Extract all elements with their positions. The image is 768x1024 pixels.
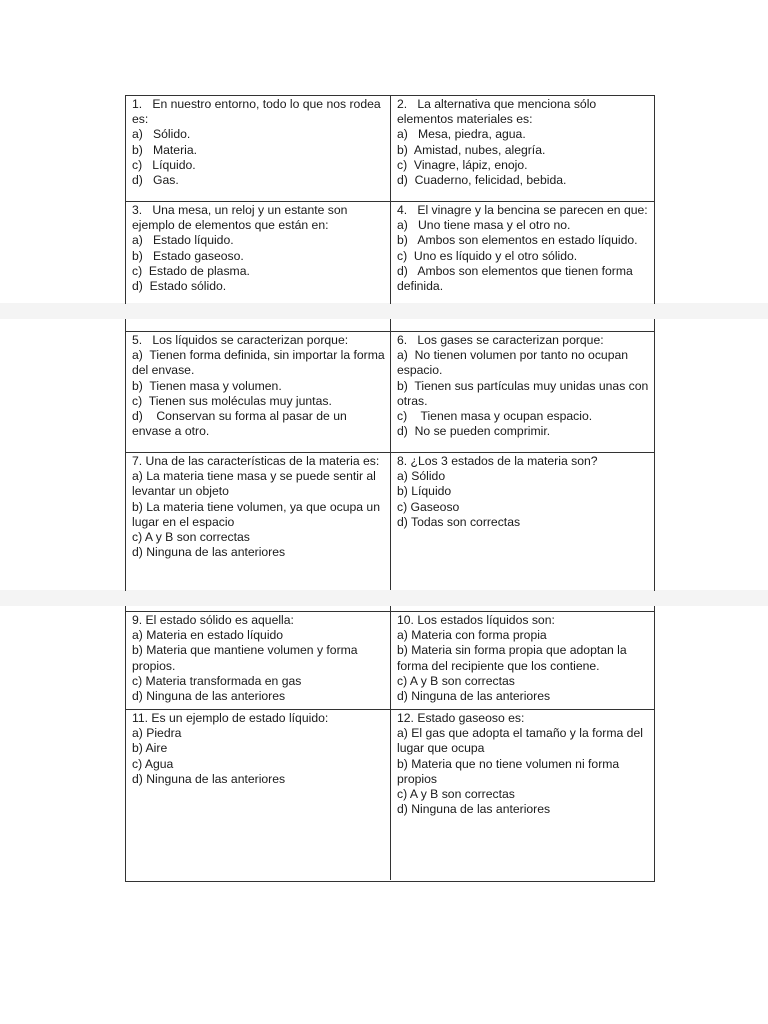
spacer-cell — [126, 319, 390, 331]
option-c: c) Vinagre, lápiz, enojo. — [397, 157, 528, 172]
option-a: a) Piedra — [132, 726, 182, 741]
question-title: 7. Una de las características de la materia es: — [132, 454, 380, 468]
option-b: b) Aire — [132, 741, 168, 756]
option-d: d) Todas son correctas — [397, 514, 521, 529]
option-a: a) Uno tiene masa y el otro no. — [397, 218, 571, 233]
option-a: a) Estado líquido. — [132, 233, 234, 248]
question-title: 2. La alternativa que menciona sólo elementos materiales es: — [397, 97, 600, 127]
question-8 — [390, 453, 654, 590]
question-6 — [390, 332, 654, 452]
option-d: d) Estado sólido. — [132, 279, 227, 294]
question-row — [126, 96, 654, 201]
option-b: b) Materia sin forma propia que adoptan la forma del recipiente que los contiene. — [397, 643, 631, 673]
option-a: a) Materia en estado líquido — [132, 628, 284, 643]
option-d: d) Ninguna de las anteriores — [132, 545, 286, 560]
question-row — [126, 709, 654, 880]
option-b: b) Amistad, nubes, alegría. — [397, 142, 546, 157]
option-b: b) Líquido — [397, 484, 452, 499]
spacer-cell — [390, 319, 654, 331]
question-title: 4. El vinagre y la bencina se parecen en que: — [397, 203, 648, 217]
question-title: 10. Los estados líquidos son: — [397, 613, 555, 627]
option-b: b) Tienen masa y volumen. — [132, 378, 282, 393]
option-a: a) La materia tiene masa y se puede sentir al levantar un objeto — [132, 469, 380, 499]
option-d: d) Gas. — [132, 173, 179, 188]
option-b: b) La materia tiene volumen, ya que ocupa un lugar en el espacio — [132, 499, 384, 529]
option-d: d) Ninguna de las anteriores — [397, 689, 551, 704]
option-d: d) Ninguna de las anteriores — [132, 771, 286, 786]
option-a: a) Mesa, piedra, agua. — [397, 127, 526, 142]
question-title: 8. ¿Los 3 estados de la materia son? — [397, 454, 598, 468]
question-row — [126, 606, 654, 611]
option-b: b) Materia. — [132, 142, 198, 157]
question-row — [126, 201, 654, 304]
question-block-2 — [125, 319, 655, 591]
question-title: 11. Es un ejemplo de estado líquido: — [132, 711, 329, 725]
option-b: b) Estado gaseoso. — [132, 248, 244, 263]
page-separator-1 — [0, 303, 768, 319]
question-10 — [390, 612, 654, 709]
option-a: a) No tienen volumen por tanto no ocupan espacio. — [397, 348, 632, 378]
question-block-3 — [125, 606, 655, 882]
option-b: b) Ambos son elementos en estado líquido. — [397, 233, 638, 248]
question-3 — [126, 202, 390, 304]
question-5 — [126, 332, 390, 452]
question-row — [126, 331, 654, 452]
question-2 — [390, 96, 654, 201]
question-row — [126, 452, 654, 590]
option-c: c) Uno es líquido y el otro sólido. — [397, 248, 578, 263]
option-c: c) A y B son correctas — [397, 787, 515, 802]
question-row — [126, 611, 654, 709]
option-a: a) Sólido. — [132, 127, 191, 142]
option-c: c) A y B son correctas — [397, 673, 515, 688]
option-c: c) Materia transformada en gas — [132, 673, 302, 688]
option-d: d) Ninguna de las anteriores — [397, 802, 551, 817]
question-4 — [390, 202, 654, 304]
question-1 — [126, 96, 390, 201]
spacer-cell — [126, 606, 390, 611]
option-c: c) Estado de plasma. — [132, 263, 250, 278]
question-7 — [126, 453, 390, 590]
question-title: 3. Una mesa, un reloj y un estante son ejemplo de elementos que están en: — [132, 203, 351, 233]
option-d: d) Conservan su forma al pasar de un envase a otro. — [132, 409, 351, 439]
option-b: b) Materia que mantiene volumen y forma propios. — [132, 643, 361, 673]
option-a: a) El gas que adopta el tamaño y la forma del lugar que ocupa — [397, 726, 647, 756]
question-title: 6. Los gases se caracterizan porque: — [397, 333, 604, 347]
question-row — [126, 319, 654, 331]
option-c: c) Líquido. — [132, 157, 196, 172]
question-11 — [126, 710, 390, 880]
question-title: 1. En nuestro entorno, todo lo que nos rodea es: — [132, 97, 385, 127]
option-a: a) Tienen forma definida, sin importar la forma del envase. — [132, 348, 389, 378]
option-c: c) Tienen sus moléculas muy juntas. — [132, 393, 332, 408]
question-9 — [126, 612, 390, 709]
spacer-cell — [390, 606, 654, 611]
option-c: c) Gaseoso — [397, 499, 460, 514]
option-a: a) Materia con forma propia — [397, 628, 547, 643]
option-b: b) Tienen sus partículas muy unidas unas con otras. — [397, 378, 652, 408]
question-title: 5. Los líquidos se caracterizan porque: — [132, 333, 349, 347]
question-title: 12. Estado gaseoso es: — [397, 711, 525, 725]
question-title: 9. El estado sólido es aquella: — [132, 613, 294, 627]
question-12 — [390, 710, 654, 880]
page-separator-2 — [0, 590, 768, 606]
option-d: d) Cuaderno, felicidad, bebida. — [397, 173, 567, 188]
option-c: c) Agua — [132, 756, 174, 771]
option-c: c) A y B son correctas — [132, 530, 250, 545]
option-b: b) Materia que no tiene volumen ni forma propios — [397, 756, 623, 786]
option-d: d) Ambos son elementos que tienen forma definida. — [397, 263, 637, 294]
question-block-1 — [125, 95, 655, 304]
option-d: d) Ninguna de las anteriores — [132, 689, 286, 704]
option-a: a) Sólido — [397, 469, 446, 484]
option-d: d) No se pueden comprimir. — [397, 424, 551, 439]
option-c: c) Tienen masa y ocupan espacio. — [397, 409, 593, 424]
